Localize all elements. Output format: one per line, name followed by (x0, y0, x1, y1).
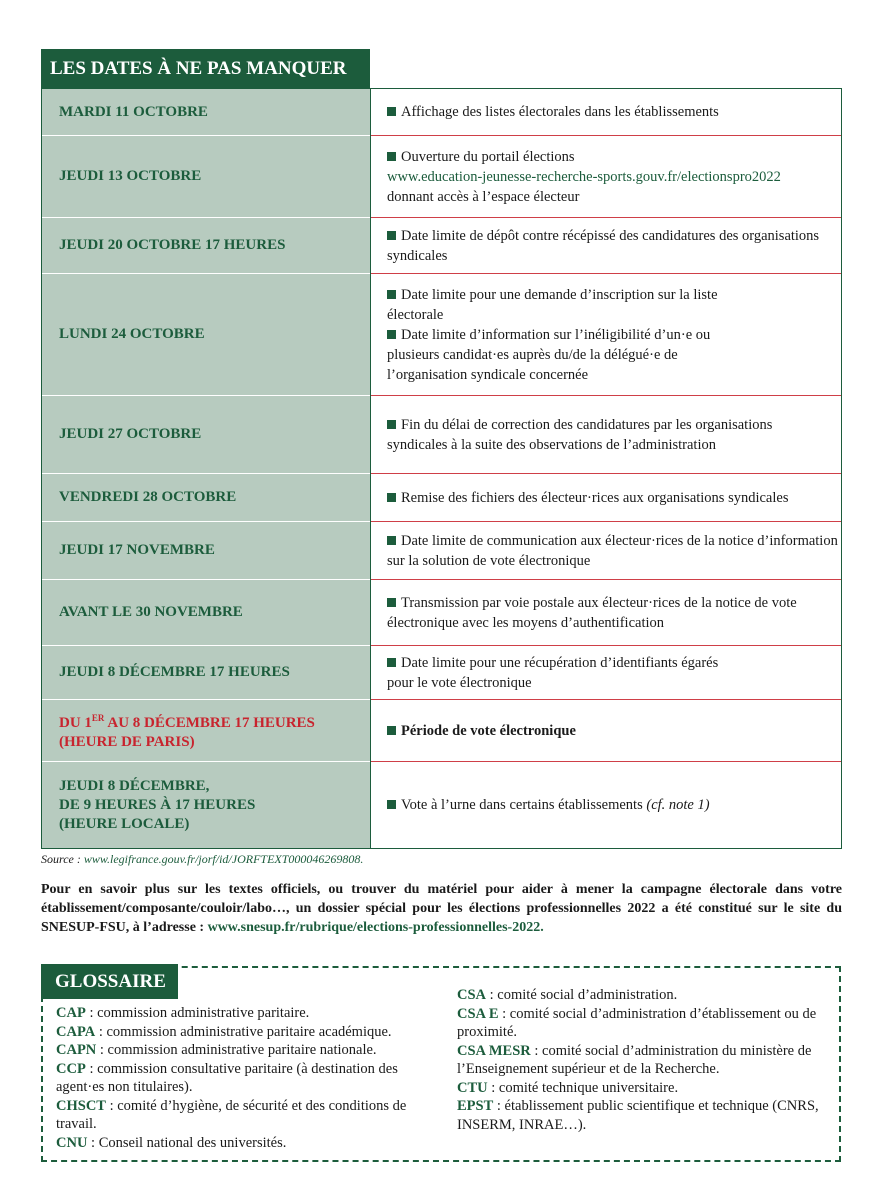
glossary-item: CSA E : comité social d’administration d’établissement ou de proximité. (457, 1005, 817, 1040)
row-date: MARDI 11 OCTOBRE (42, 89, 371, 136)
glossary-item: CNU : Conseil national des universités. (56, 1134, 287, 1151)
bullet-icon (387, 598, 396, 607)
row-date: AVANT LE 30 NOVEMBRE (42, 580, 371, 646)
row-description: Date limite pour une récupération d’identifiants égarés pour le vote électronique (371, 646, 842, 700)
row-date: JEUDI 27 OCTOBRE (42, 396, 371, 474)
glossary-item: CSA MESR : comité social d’administration du ministère de l’Enseignement supérieur et de la Recherche. (457, 1042, 812, 1077)
dates-table (41, 88, 842, 849)
row-description: Date limite de communication aux électeur·rices de la notice d’information sur la solution de vote électronique (371, 522, 842, 580)
glossary-left-column (56, 1004, 431, 1152)
source-note: Source : www.legifrance.gouv.fr/jorf/id/JORFTEXT000046269808. (41, 852, 364, 866)
glossary-item: CAPA : commission administrative paritaire académique. (56, 1023, 392, 1040)
row-description: Transmission par voie postale aux électeur·rices de la notice de vote électronique avec les moyens d’authentification (371, 580, 842, 646)
glossary-item: CAP : commission administrative paritaire. (56, 1005, 310, 1021)
bullet-icon (387, 536, 396, 545)
row-date: LUNDI 24 OCTOBRE (42, 274, 371, 396)
bullet-icon (387, 152, 396, 161)
row-description: Date limite de dépôt contre récépissé des candidatures des organisations syndicales (371, 218, 842, 274)
bullet-icon (387, 290, 396, 299)
table-row (42, 218, 842, 274)
section-title: LES DATES À NE PAS MANQUER (41, 49, 370, 88)
row-description: Affichage des listes électorales dans les établissements (371, 89, 842, 136)
table-row (42, 522, 842, 580)
bullet-icon (387, 420, 396, 429)
row-description: Date limite pour une demande d’inscription sur la liste électorale Date limite d’information sur l’inéligibilité d’un·e ou plusieurs candidat·es auprès du/de la délégué·e de l’organisation syndicale concernée (371, 274, 842, 396)
row-date: JEUDI 8 DÉCEMBRE 17 HEURES (42, 646, 371, 700)
bullet-icon (387, 658, 396, 667)
row-description: Vote à l’urne dans certains établissements (cf. note 1) (371, 762, 842, 849)
row-description: Fin du délai de correction des candidatures par les organisations syndicales à la suite des observations de l’administration (371, 396, 842, 474)
table-row (42, 474, 842, 522)
row-date-voting-period: DU 1ER AU 8 DÉCEMBRE 17 HEURES (HEURE DE PARIS) (42, 700, 371, 762)
bullet-icon (387, 107, 396, 116)
glossary-item: CHSCT : comité d’hygiène, de sécurité et des conditions de travail. (56, 1097, 407, 1132)
row-date: VENDREDI 28 OCTOBRE (42, 474, 371, 522)
glossary-item: EPST : établissement public scientifique et technique (CNRS, INSERM, INRAE…). (457, 1098, 819, 1133)
row-date: JEUDI 8 DÉCEMBRE, DE 9 HEURES À 17 HEURES (HEURE LOCALE) (42, 762, 371, 849)
row-date: JEUDI 13 OCTOBRE (42, 136, 371, 218)
bullet-icon (387, 493, 396, 502)
table-row (42, 396, 842, 474)
row-date: JEUDI 17 NOVEMBRE (42, 522, 371, 580)
row-description: Période de vote électronique (371, 700, 842, 762)
table-row (42, 700, 842, 762)
row-description: Ouverture du portail élections www.education-jeunesse-recherche-sports.gouv.fr/electionspro2022 donnant accès à l’espace électeur (371, 136, 842, 218)
snesup-link[interactable]: www.snesup.fr/rubrique/elections-professionnelles-2022. (207, 920, 544, 935)
row-date: JEUDI 20 OCTOBRE 17 HEURES (42, 218, 371, 274)
table-row (42, 646, 842, 700)
bullet-icon (387, 726, 396, 735)
info-paragraph: Pour en savoir plus sur les textes officiels, ou trouver du matériel pour aider à mener la campagne électorale dans votre établissement/composante/couloir/labo…, un dossier spécial pour les élections professionnelles 2022 a été constitué sur le site du SNESUP-FSU, à l’adresse : www.snesup.fr/rubrique/elections-professionnelles-2022. (41, 882, 842, 935)
bullet-icon (387, 330, 396, 339)
table-row (42, 762, 842, 849)
bullet-icon (387, 800, 396, 809)
source-link[interactable]: www.legifrance.gouv.fr/jorf/id/JORFTEXT000046269808. (83, 852, 364, 866)
row-description: Remise des fichiers des électeur·rices aux organisations syndicales (371, 474, 842, 522)
glossary-right-column (457, 986, 829, 1134)
bullet-icon (387, 231, 396, 240)
table-row (42, 274, 842, 396)
glossary-item: CSA : comité social d’administration. (457, 987, 678, 1003)
glossary-item: CCP : commission consultative paritaire (à destination des agent·es non titulaires). (56, 1060, 398, 1095)
glossary-item: CAPN : commission administrative paritaire nationale. (56, 1042, 377, 1058)
table-row (42, 580, 842, 646)
table-row (42, 89, 842, 136)
glossary-title: GLOSSAIRE (41, 964, 178, 999)
portal-link[interactable]: www.education-jeunesse-recherche-sports.gouv.fr/electionspro2022 (387, 168, 781, 185)
glossary-item: CTU : comité technique universitaire. (457, 1079, 679, 1096)
table-row (42, 136, 842, 218)
